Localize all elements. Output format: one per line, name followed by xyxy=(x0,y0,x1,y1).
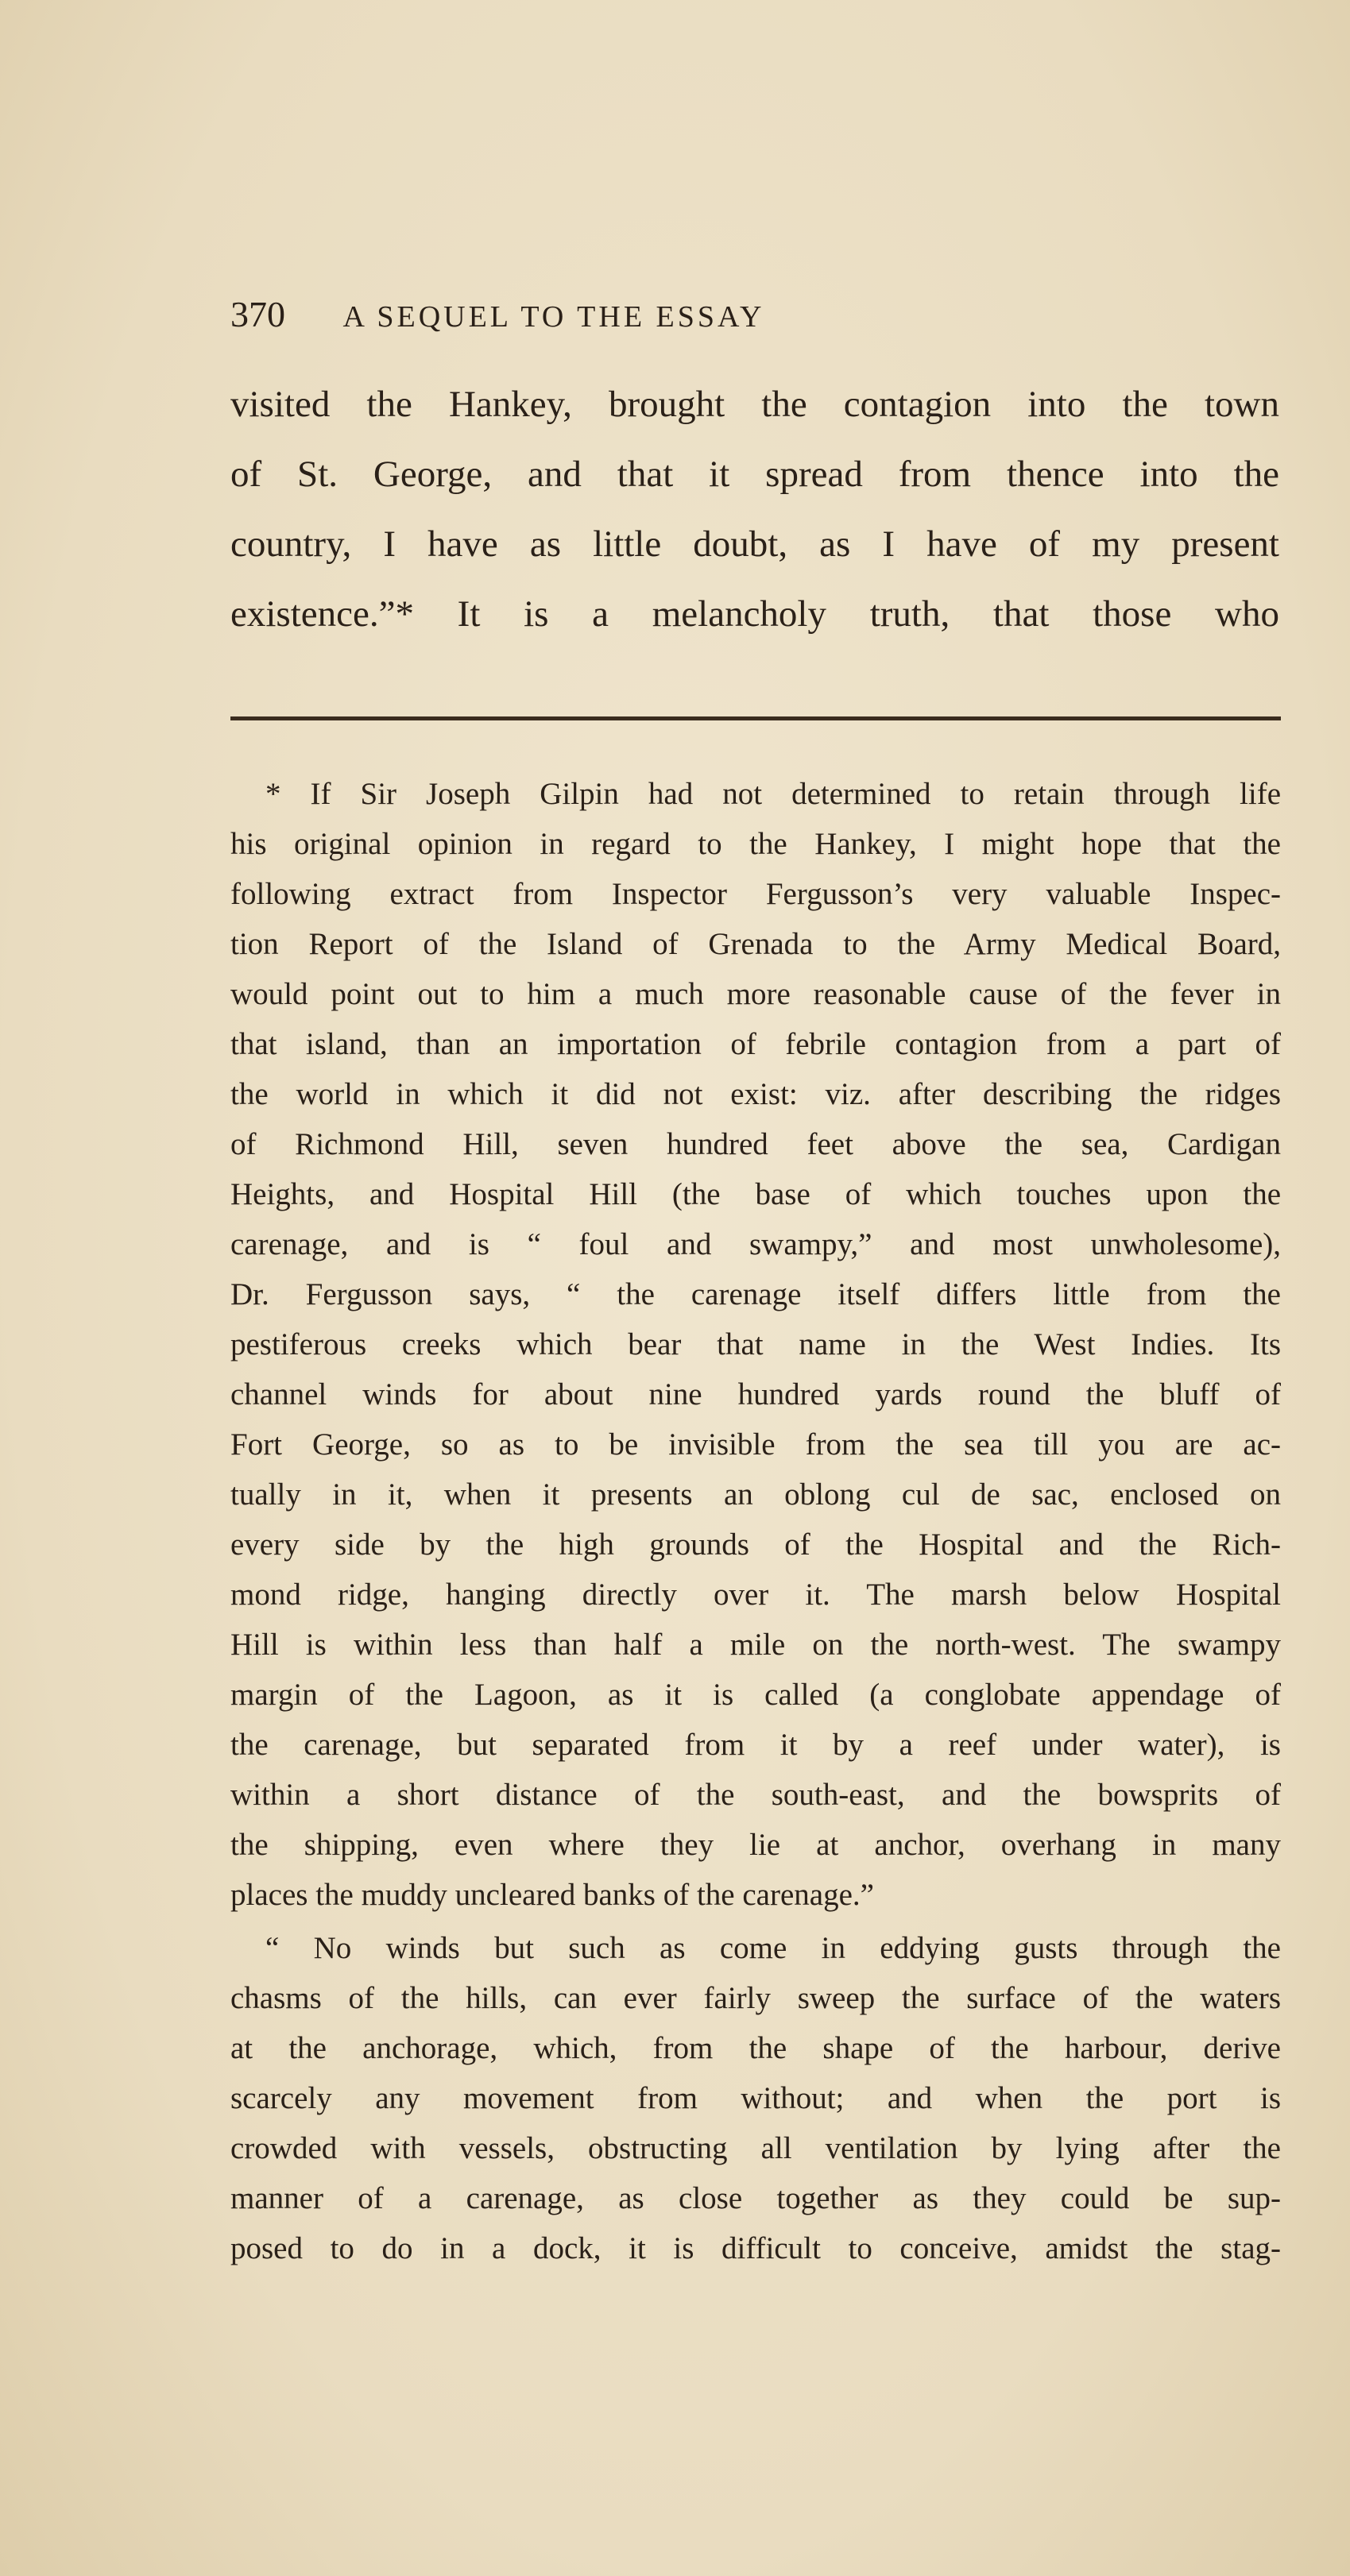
footnote-line: that island, than an importation of febrile contagion from a part of xyxy=(230,1027,1281,1061)
page-number: 370 xyxy=(230,294,285,334)
footnote-line: * If Sir Joseph Gilpin had not determined to retain through life xyxy=(265,777,1281,811)
body-line: of St. George, and that it spread from thence into the xyxy=(230,454,1279,495)
footnote-rule xyxy=(230,716,1281,720)
footnote-line: scarcely any movement from without; and when the port is xyxy=(230,2081,1281,2115)
footnote-line: following extract from Inspector Fergusson’s very valuable Inspec- xyxy=(230,877,1281,911)
body-line: existence.”* It is a melancholy truth, that those who xyxy=(230,593,1279,635)
footnote-line: tually in it, when it presents an oblong cul de sac, enclosed on xyxy=(230,1477,1281,1512)
footnote-line: of Richmond Hill, seven hundred feet above the sea, Cardigan xyxy=(230,1127,1281,1161)
footnote-line: within a short distance of the south-east, and the bowsprits of xyxy=(230,1778,1281,1812)
footnote-line: mond ridge, hanging directly over it. The marsh below Hospital xyxy=(230,1578,1281,1612)
footnote-line: chasms of the hills, can ever fairly sweep the surface of the waters xyxy=(230,1981,1281,2015)
footnote-line: every side by the high grounds of the Hospital and the Rich- xyxy=(230,1527,1281,1562)
footnote-line: his original opinion in regard to the Hankey, I might hope that the xyxy=(230,827,1281,861)
footnote-line: Fort George, so as to be invisible from the sea till you are ac- xyxy=(230,1427,1281,1462)
footnote-line: crowded with vessels, obstructing all ventilation by lying after the xyxy=(230,2131,1281,2165)
footnote-line: carenage, and is “ foul and swampy,” and most unwholesome), xyxy=(230,1227,1281,1261)
footnote-line: at the anchorage, which, from the shape of the harbour, derive xyxy=(230,2031,1281,2065)
footnote-paragraph-1 xyxy=(230,769,1281,1920)
footnote-line: Heights, and Hospital Hill (the base of which touches upon the xyxy=(230,1177,1281,1211)
footnote-line: channel winds for about nine hundred yards round the bluff of xyxy=(230,1377,1281,1412)
footnote-line: Dr. Fergusson says, “ the carenage itself differs little from the xyxy=(230,1277,1281,1311)
footnote-line: Hill is within less than half a mile on the north-west. The swampy xyxy=(230,1628,1281,1662)
body-text xyxy=(230,369,1279,649)
footnote-line: posed to do in a dock, it is difficult to conceive, amidst the stag- xyxy=(230,2231,1281,2265)
footnote-line: the carenage, but separated from it by a reef under water), is xyxy=(230,1728,1281,1762)
footnote-line: the shipping, even where they lie at anchor, overhang in many xyxy=(230,1828,1281,1862)
running-head: A SEQUEL TO THE ESSAY xyxy=(342,300,765,334)
footnote-paragraph-2 xyxy=(230,1923,1281,2273)
footnote-line: would point out to him a much more reasonable cause of the fever in xyxy=(230,977,1281,1011)
body-line: visited the Hankey, brought the contagion into the town xyxy=(230,384,1279,425)
footnote xyxy=(230,769,1281,2273)
footnote-line: manner of a carenage, as close together as they could be sup- xyxy=(230,2181,1281,2215)
footnote-line: margin of the Lagoon, as it is called (a conglobate appendage of xyxy=(230,1678,1281,1712)
footnote-line: places the muddy uncleared banks of the carenage.” xyxy=(230,1878,874,1912)
footnote-line: tion Report of the Island of Grenada to the Army Medical Board, xyxy=(230,927,1281,961)
body-line: country, I have as little doubt, as I have of my present xyxy=(230,523,1279,565)
footnote-line: “ No winds but such as come in eddying gusts through the xyxy=(265,1931,1281,1965)
footnote-line: the world in which it did not exist: viz. after describing the ridges xyxy=(230,1077,1281,1111)
footnote-line: pestiferous creeks which bear that name in the West Indies. Its xyxy=(230,1327,1281,1361)
page-header xyxy=(230,292,1311,339)
